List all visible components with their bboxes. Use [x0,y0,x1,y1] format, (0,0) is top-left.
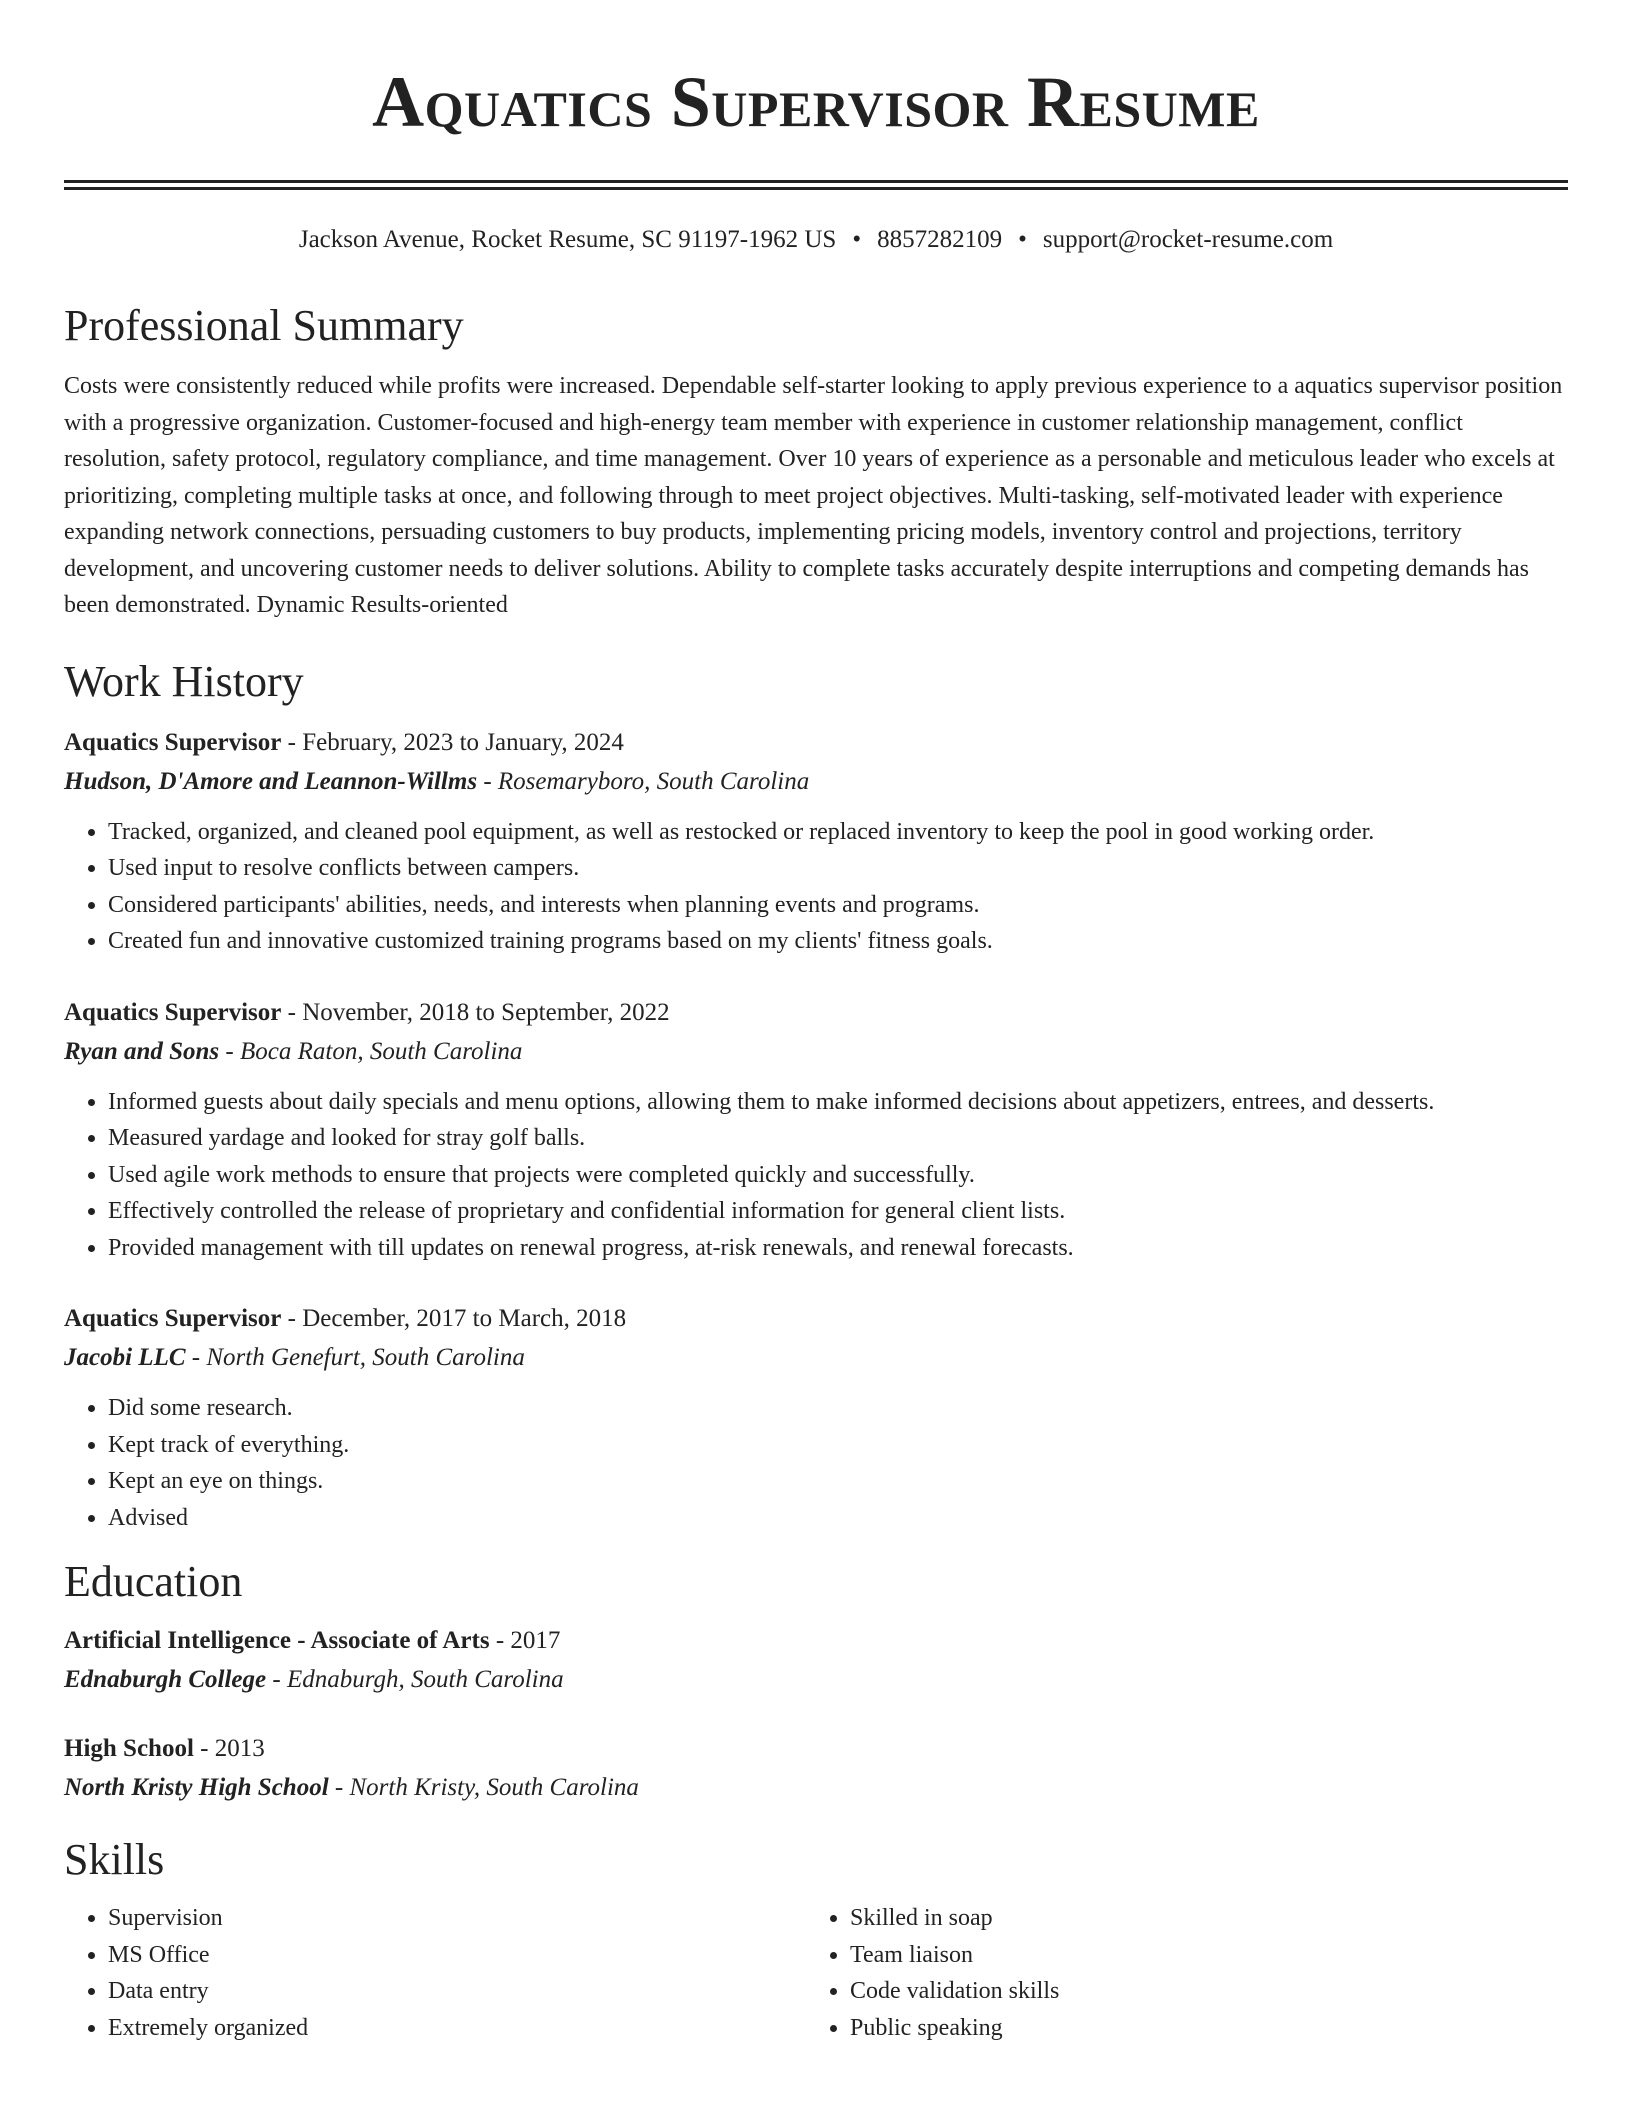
job-duty: • Used agile work methods to ensure that projects were completed quickly and successfully. [108,1157,1568,1194]
skill-item: • Code validation skills [850,1973,1548,2010]
contact-separator: • [1018,226,1027,253]
skill-item: • MS Office [108,1937,806,1974]
education-entry [64,1622,1568,1700]
job-duty: • Tracked, organized, and cleaned pool equipment, as well as restocked or replaced inventory to keep the pool in good working order. [108,814,1568,851]
job-role: Aquatics Supervisor [64,998,282,1026]
school-line [64,1660,1568,1700]
title-double-rule [64,180,1568,190]
company-line [64,1338,1568,1378]
company-name: Jacobi LLC [64,1344,186,1371]
summary-heading: Professional Summary [64,301,464,350]
job-title-line [64,1300,1568,1338]
skill-item: • Public speaking [850,2010,1548,2047]
job-role: Aquatics Supervisor [64,1305,282,1332]
job-duty: • Kept track of everything. [108,1427,1568,1464]
company-name: Hudson, D'Amore and Leannon-Willms [64,767,478,795]
school-name: Ednaburgh College [64,1666,267,1693]
job-duties-list [64,814,1568,960]
skill-item: • Supervision [108,1900,806,1937]
work-history-heading: Work History [64,656,304,706]
job-duty: • Effectively controlled the release of proprietary and confidential information for general client lists. [108,1193,1568,1230]
job-entry [64,1300,1568,1536]
job-title-line [64,994,1568,1032]
skill-item: • Team liaison [850,1937,1548,1974]
company-line [64,762,1568,802]
job-duty: • Advised [108,1500,1568,1537]
degree-year: - 2017 [489,1627,561,1654]
job-duties-list [64,1390,1568,1536]
school-location: - Ednaburgh, South Carolina [266,1666,564,1693]
job-entry [64,724,1568,960]
job-duty: • Informed guests about daily specials and menu options, allowing them to make informed decisions about appetizers, entrees, and desserts. [108,1084,1568,1121]
skill-item: • Extremely organized [108,2010,806,2047]
contact-address: Jackson Avenue, Rocket Resume, SC 91197-1962 US [298,226,837,253]
degree-line [64,1622,1568,1660]
skills-column-right [806,1900,1548,2046]
education-entry [64,1730,1568,1808]
company-location: - Rosemaryboro, South Carolina [477,767,810,795]
summary-text: Costs were consistently reduced while profits were increased. Dependable self-starter looking to apply previous experience to a aquatics supervisor position with a progressive organization. Customer-focused and high-energy team member with experience in customer relationship management, conflict resolution, safety protocol, regulatory compliance, and time management. Over 10 years of experience as a personable and meticulous leader who excels at prioritizing, completing multiple tasks at once, and following through to meet project objectives. Multi-tasking, self-motivated leader with experience expanding network connections, persuading customers to buy products, implementing pricing models, inventory control and projections, territory development, and uncovering customer needs to deliver solutions. Ability to complete tasks accurately despite interruptions and competing demands has been demonstrated. Dynamic Results-oriented [64,373,1563,618]
education-heading: Education [64,1557,243,1606]
job-role: Aquatics Supervisor [64,728,282,756]
company-name: Ryan and Sons [64,1037,220,1065]
contact-separator: • [852,226,862,253]
job-duty: • Did some research. [108,1390,1568,1427]
company-location: - North Genefurt, South Carolina [185,1344,525,1371]
job-duty: • Used input to resolve conflicts between campers. [108,850,1568,887]
job-dates: - February, 2023 to January, 2024 [281,728,624,756]
skills-heading: Skills [64,1835,165,1884]
skills-list [64,1900,806,2046]
skill-item: • Skilled in soap [850,1900,1548,1937]
job-title-line [64,724,1568,762]
resume-title: Aquatics Supervisor Resume [372,62,1260,142]
skills-grid [64,1900,1568,2046]
company-location: - Boca Raton, South Carolina [219,1037,523,1065]
skills-column-left [64,1900,806,2046]
job-duty: • Measured yardage and looked for stray golf balls. [108,1120,1568,1157]
job-duty: • Created fun and innovative customized training programs based on my clients' fitness goals. [108,923,1568,960]
school-location: - North Kristy, South Carolina [328,1774,639,1801]
contact-phone: 8857282109 [877,226,1003,253]
school-line [64,1768,1568,1808]
job-entry [64,994,1568,1267]
degree-name: High School [64,1735,194,1762]
job-duty: • Considered participants' abilities, needs, and interests when planning events and programs. [108,887,1568,924]
skill-item: • Data entry [108,1973,806,2010]
job-duty: • Provided management with till updates on renewal progress, at-risk renewals, and renewal forecasts. [108,1230,1568,1267]
job-duty: • Kept an eye on things. [108,1463,1568,1500]
job-dates: - November, 2018 to September, 2022 [281,998,670,1026]
degree-name: Artificial Intelligence - Associate of Arts [64,1627,490,1654]
school-name: North Kristy High School [64,1774,329,1801]
company-line [64,1032,1568,1072]
job-duties-list [64,1084,1568,1267]
job-dates: - December, 2017 to March, 2018 [281,1305,627,1332]
contact-line [64,222,1568,258]
degree-line [64,1730,1568,1768]
skills-list [806,1900,1548,2046]
degree-year: - 2013 [193,1735,265,1762]
contact-email: support@rocket-resume.com [1042,226,1334,253]
